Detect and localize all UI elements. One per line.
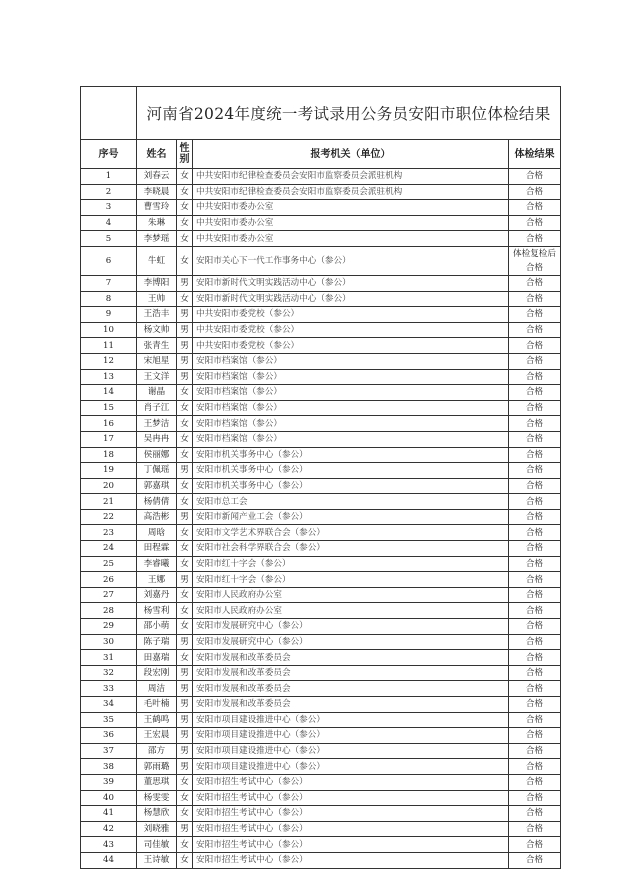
table-row xyxy=(81,572,561,588)
row-name: 田嘉瑞 xyxy=(137,650,177,666)
row-result: 合格 xyxy=(509,338,561,354)
table-row xyxy=(81,619,561,635)
row-sex: 女 xyxy=(177,200,193,216)
row-result: 合格 xyxy=(509,463,561,479)
row-unit: 安阳市档案馆（参公） xyxy=(193,431,509,447)
row-name: 杨慧欣 xyxy=(137,806,177,822)
row-sex: 女 xyxy=(177,650,193,666)
row-name: 郭嘉琪 xyxy=(137,478,177,494)
row-name: 杨雪利 xyxy=(137,603,177,619)
row-sex: 女 xyxy=(177,215,193,231)
row-name: 刘嘉丹 xyxy=(137,587,177,603)
row-result: 合格 xyxy=(509,743,561,759)
row-unit: 安阳市关心下一代工作事务中心（参公） xyxy=(193,246,509,275)
row-number: 39 xyxy=(81,774,137,790)
row-result: 合格 xyxy=(509,431,561,447)
table-row xyxy=(81,587,561,603)
row-number: 18 xyxy=(81,447,137,463)
row-number: 7 xyxy=(81,275,137,291)
table-row xyxy=(81,463,561,479)
row-unit: 安阳市发展研究中心（参公） xyxy=(193,634,509,650)
row-number: 8 xyxy=(81,291,137,307)
row-name: 陈子瑞 xyxy=(137,634,177,650)
table-row xyxy=(81,291,561,307)
row-unit: 安阳市招生考试中心（参公） xyxy=(193,821,509,837)
row-result: 合格 xyxy=(509,587,561,603)
row-sex: 男 xyxy=(177,353,193,369)
row-number: 37 xyxy=(81,743,137,759)
row-number: 43 xyxy=(81,837,137,853)
row-name: 王梦洁 xyxy=(137,416,177,432)
row-unit: 安阳市项目建设推进中心（参公） xyxy=(193,728,509,744)
row-unit: 安阳市发展和改革委员会 xyxy=(193,650,509,666)
row-unit: 安阳市档案馆（参公） xyxy=(193,353,509,369)
row-unit: 安阳市档案馆（参公） xyxy=(193,385,509,401)
table-row xyxy=(81,728,561,744)
row-result: 合格 xyxy=(509,525,561,541)
row-number: 23 xyxy=(81,525,137,541)
row-result: 合格 xyxy=(509,169,561,185)
row-result: 合格 xyxy=(509,728,561,744)
row-unit: 安阳市机关事务中心（参公） xyxy=(193,478,509,494)
row-name: 朱琳 xyxy=(137,215,177,231)
table-row xyxy=(81,385,561,401)
row-result: 合格 xyxy=(509,712,561,728)
table-row xyxy=(81,603,561,619)
row-result: 合格 xyxy=(509,821,561,837)
row-sex: 男 xyxy=(177,307,193,323)
row-unit: 中共安阳市委党校（参公） xyxy=(193,322,509,338)
header-sex xyxy=(177,140,193,169)
row-result: 合格 xyxy=(509,603,561,619)
row-sex: 男 xyxy=(177,509,193,525)
row-result: 体检复检后合格 xyxy=(509,246,561,275)
row-number: 31 xyxy=(81,650,137,666)
row-number: 26 xyxy=(81,572,137,588)
row-name: 李晓晨 xyxy=(137,184,177,200)
row-number: 32 xyxy=(81,665,137,681)
row-number: 9 xyxy=(81,307,137,323)
row-number: 44 xyxy=(81,852,137,868)
row-sex: 女 xyxy=(177,169,193,185)
row-number: 13 xyxy=(81,369,137,385)
row-sex: 女 xyxy=(177,852,193,868)
header-unit: 报考机关（单位） xyxy=(193,140,509,169)
row-unit: 安阳市新时代文明实践活动中心（参公） xyxy=(193,291,509,307)
table-row xyxy=(81,275,561,291)
row-sex: 男 xyxy=(177,572,193,588)
row-name: 王文洋 xyxy=(137,369,177,385)
table-row xyxy=(81,478,561,494)
row-number: 20 xyxy=(81,478,137,494)
row-number: 16 xyxy=(81,416,137,432)
table-row xyxy=(81,307,561,323)
table-row xyxy=(81,681,561,697)
row-unit: 安阳市档案馆（参公） xyxy=(193,369,509,385)
row-result: 合格 xyxy=(509,307,561,323)
row-unit: 安阳市红十字会（参公） xyxy=(193,572,509,588)
row-unit: 安阳市人民政府办公室 xyxy=(193,603,509,619)
row-number: 12 xyxy=(81,353,137,369)
table-row xyxy=(81,509,561,525)
row-name: 王帅 xyxy=(137,291,177,307)
row-name: 丁佩瑶 xyxy=(137,463,177,479)
row-unit: 中共安阳市委办公室 xyxy=(193,215,509,231)
row-sex: 男 xyxy=(177,634,193,650)
row-result: 合格 xyxy=(509,322,561,338)
row-number: 24 xyxy=(81,541,137,557)
row-unit: 中共安阳市委党校（参公） xyxy=(193,307,509,323)
table-row xyxy=(81,369,561,385)
row-unit: 中共安阳市委党校（参公） xyxy=(193,338,509,354)
row-sex: 男 xyxy=(177,665,193,681)
row-result: 合格 xyxy=(509,494,561,510)
table-row xyxy=(81,231,561,247)
row-number: 29 xyxy=(81,619,137,635)
row-name: 牛虹 xyxy=(137,246,177,275)
row-unit: 安阳市发展和改革委员会 xyxy=(193,665,509,681)
row-name: 杨文帅 xyxy=(137,322,177,338)
row-sex: 女 xyxy=(177,431,193,447)
row-name: 王娜 xyxy=(137,572,177,588)
table-row xyxy=(81,806,561,822)
table-row xyxy=(81,743,561,759)
row-result: 合格 xyxy=(509,400,561,416)
table-row xyxy=(81,697,561,713)
row-sex: 男 xyxy=(177,369,193,385)
row-result: 合格 xyxy=(509,634,561,650)
row-unit: 安阳市总工会 xyxy=(193,494,509,510)
row-unit: 安阳市项目建设推进中心（参公） xyxy=(193,759,509,775)
row-name: 李博阳 xyxy=(137,275,177,291)
row-name: 侯丽娜 xyxy=(137,447,177,463)
header-no: 序号 xyxy=(81,140,137,169)
header-sex-label: 性别 xyxy=(179,143,190,165)
row-sex: 女 xyxy=(177,184,193,200)
row-sex: 女 xyxy=(177,291,193,307)
row-sex: 女 xyxy=(177,447,193,463)
row-result: 合格 xyxy=(509,650,561,666)
row-name: 周洁 xyxy=(137,681,177,697)
row-sex: 男 xyxy=(177,743,193,759)
row-number: 38 xyxy=(81,759,137,775)
row-name: 杨雯雯 xyxy=(137,790,177,806)
row-name: 王诗敏 xyxy=(137,852,177,868)
row-number: 22 xyxy=(81,509,137,525)
row-result: 合格 xyxy=(509,184,561,200)
row-sex: 女 xyxy=(177,385,193,401)
row-sex: 女 xyxy=(177,603,193,619)
table-row xyxy=(81,353,561,369)
row-number: 4 xyxy=(81,215,137,231)
table-row xyxy=(81,665,561,681)
row-unit: 安阳市新闻产业工会（参公） xyxy=(193,509,509,525)
row-sex: 女 xyxy=(177,416,193,432)
table-row xyxy=(81,837,561,853)
row-name: 郭雨璐 xyxy=(137,759,177,775)
row-name: 邵方 xyxy=(137,743,177,759)
row-number: 15 xyxy=(81,400,137,416)
row-sex: 女 xyxy=(177,231,193,247)
row-sex: 男 xyxy=(177,275,193,291)
row-name: 张青生 xyxy=(137,338,177,354)
row-result: 合格 xyxy=(509,837,561,853)
row-number: 10 xyxy=(81,322,137,338)
row-result: 合格 xyxy=(509,541,561,557)
row-sex: 女 xyxy=(177,619,193,635)
row-name: 高浩彬 xyxy=(137,509,177,525)
row-number: 27 xyxy=(81,587,137,603)
row-result: 合格 xyxy=(509,369,561,385)
row-unit: 安阳市人民政府办公室 xyxy=(193,587,509,603)
row-result: 合格 xyxy=(509,790,561,806)
row-name: 王鹤鸣 xyxy=(137,712,177,728)
row-unit: 安阳市发展研究中心（参公） xyxy=(193,619,509,635)
row-name: 谢晶 xyxy=(137,385,177,401)
table-row xyxy=(81,447,561,463)
row-result: 合格 xyxy=(509,806,561,822)
table-row xyxy=(81,556,561,572)
row-name: 吴冉冉 xyxy=(137,431,177,447)
row-result: 合格 xyxy=(509,478,561,494)
row-result: 合格 xyxy=(509,852,561,868)
row-number: 34 xyxy=(81,697,137,713)
row-name: 杨倩倩 xyxy=(137,494,177,510)
row-name: 田程霖 xyxy=(137,541,177,557)
table-row xyxy=(81,215,561,231)
row-sex: 女 xyxy=(177,478,193,494)
page-title: 河南省2024年度统一考试录用公务员安阳市职位体检结果 xyxy=(137,87,561,140)
row-sex: 女 xyxy=(177,790,193,806)
row-number: 28 xyxy=(81,603,137,619)
row-name: 李梦瑶 xyxy=(137,231,177,247)
row-number: 33 xyxy=(81,681,137,697)
row-name: 段宏刚 xyxy=(137,665,177,681)
header-row xyxy=(81,140,561,169)
row-unit: 安阳市新时代文明实践活动中心（参公） xyxy=(193,275,509,291)
row-unit: 安阳市档案馆（参公） xyxy=(193,416,509,432)
table-row xyxy=(81,790,561,806)
row-unit: 中共安阳市纪律检查委员会安阳市监察委员会派驻机构 xyxy=(193,184,509,200)
row-unit: 安阳市项目建设推进中心（参公） xyxy=(193,712,509,728)
table-row xyxy=(81,431,561,447)
row-sex: 女 xyxy=(177,525,193,541)
row-number: 19 xyxy=(81,463,137,479)
table-row xyxy=(81,774,561,790)
table-row xyxy=(81,541,561,557)
header-result: 体检结果 xyxy=(509,140,561,169)
row-sex: 男 xyxy=(177,821,193,837)
row-sex: 女 xyxy=(177,541,193,557)
row-sex: 男 xyxy=(177,681,193,697)
row-sex: 女 xyxy=(177,246,193,275)
row-result: 合格 xyxy=(509,231,561,247)
row-unit: 安阳市招生考试中心（参公） xyxy=(193,837,509,853)
row-number: 36 xyxy=(81,728,137,744)
row-name: 刘晓雅 xyxy=(137,821,177,837)
row-name: 王宏晨 xyxy=(137,728,177,744)
row-unit: 安阳市发展和改革委员会 xyxy=(193,681,509,697)
row-result: 合格 xyxy=(509,681,561,697)
table-row xyxy=(81,400,561,416)
row-unit: 安阳市招生考试中心（参公） xyxy=(193,852,509,868)
row-unit: 安阳市招生考试中心（参公） xyxy=(193,774,509,790)
title-spacer xyxy=(81,87,137,140)
row-result: 合格 xyxy=(509,665,561,681)
row-result: 合格 xyxy=(509,275,561,291)
row-sex: 女 xyxy=(177,587,193,603)
row-number: 42 xyxy=(81,821,137,837)
row-unit: 中共安阳市纪律检查委员会安阳市监察委员会派驻机构 xyxy=(193,169,509,185)
row-number: 41 xyxy=(81,806,137,822)
row-sex: 女 xyxy=(177,494,193,510)
row-number: 3 xyxy=(81,200,137,216)
row-name: 刘春云 xyxy=(137,169,177,185)
row-sex: 女 xyxy=(177,400,193,416)
row-unit: 安阳市招生考试中心（参公） xyxy=(193,806,509,822)
row-result: 合格 xyxy=(509,697,561,713)
row-name: 宋旭星 xyxy=(137,353,177,369)
row-number: 2 xyxy=(81,184,137,200)
row-result: 合格 xyxy=(509,416,561,432)
results-table xyxy=(80,86,561,869)
row-result: 合格 xyxy=(509,353,561,369)
row-sex: 女 xyxy=(177,556,193,572)
row-number: 17 xyxy=(81,431,137,447)
row-number: 5 xyxy=(81,231,137,247)
row-number: 6 xyxy=(81,246,137,275)
row-result: 合格 xyxy=(509,556,561,572)
table-row xyxy=(81,712,561,728)
row-result: 合格 xyxy=(509,759,561,775)
row-number: 21 xyxy=(81,494,137,510)
table-row xyxy=(81,200,561,216)
row-result: 合格 xyxy=(509,447,561,463)
row-result: 合格 xyxy=(509,619,561,635)
row-name: 肖子江 xyxy=(137,400,177,416)
table-row xyxy=(81,759,561,775)
row-result: 合格 xyxy=(509,774,561,790)
table-row xyxy=(81,634,561,650)
row-unit: 安阳市项目建设推进中心（参公） xyxy=(193,743,509,759)
row-name: 曹雪玲 xyxy=(137,200,177,216)
table-row xyxy=(81,338,561,354)
row-result: 合格 xyxy=(509,200,561,216)
row-sex: 男 xyxy=(177,463,193,479)
row-name: 司佳敏 xyxy=(137,837,177,853)
row-unit: 安阳市文学艺术界联合会（参公） xyxy=(193,525,509,541)
row-result: 合格 xyxy=(509,215,561,231)
table-row xyxy=(81,184,561,200)
row-result: 合格 xyxy=(509,291,561,307)
row-sex: 女 xyxy=(177,837,193,853)
row-unit: 安阳市档案馆（参公） xyxy=(193,400,509,416)
row-sex: 男 xyxy=(177,338,193,354)
table-row xyxy=(81,322,561,338)
title-row xyxy=(81,87,561,140)
row-unit: 安阳市社会科学界联合会（参公） xyxy=(193,541,509,557)
row-sex: 男 xyxy=(177,697,193,713)
row-unit: 安阳市红十字会（参公） xyxy=(193,556,509,572)
table-row xyxy=(81,650,561,666)
table-row xyxy=(81,416,561,432)
row-name: 毛叶楠 xyxy=(137,697,177,713)
table-row xyxy=(81,525,561,541)
row-unit: 安阳市机关事务中心（参公） xyxy=(193,447,509,463)
table-row xyxy=(81,246,561,275)
table-row xyxy=(81,821,561,837)
table-row xyxy=(81,494,561,510)
row-name: 董思琪 xyxy=(137,774,177,790)
row-number: 14 xyxy=(81,385,137,401)
row-sex: 女 xyxy=(177,806,193,822)
row-unit: 安阳市招生考试中心（参公） xyxy=(193,790,509,806)
row-unit: 中共安阳市委办公室 xyxy=(193,231,509,247)
row-number: 30 xyxy=(81,634,137,650)
row-sex: 男 xyxy=(177,322,193,338)
row-unit: 中共安阳市委办公室 xyxy=(193,200,509,216)
row-number: 40 xyxy=(81,790,137,806)
row-number: 11 xyxy=(81,338,137,354)
table-row xyxy=(81,169,561,185)
row-sex: 男 xyxy=(177,728,193,744)
row-unit: 安阳市机关事务中心（参公） xyxy=(193,463,509,479)
table-row xyxy=(81,852,561,868)
row-result: 合格 xyxy=(509,509,561,525)
row-name: 周晗 xyxy=(137,525,177,541)
row-name: 邵小萌 xyxy=(137,619,177,635)
row-sex: 女 xyxy=(177,774,193,790)
row-number: 25 xyxy=(81,556,137,572)
row-unit: 安阳市发展和改革委员会 xyxy=(193,697,509,713)
row-result: 合格 xyxy=(509,385,561,401)
row-number: 35 xyxy=(81,712,137,728)
results-sheet xyxy=(80,86,561,869)
row-sex: 男 xyxy=(177,759,193,775)
row-number: 1 xyxy=(81,169,137,185)
row-name: 王浩丰 xyxy=(137,307,177,323)
row-sex: 男 xyxy=(177,712,193,728)
header-name: 姓名 xyxy=(137,140,177,169)
row-name: 李睿曦 xyxy=(137,556,177,572)
row-result: 合格 xyxy=(509,572,561,588)
